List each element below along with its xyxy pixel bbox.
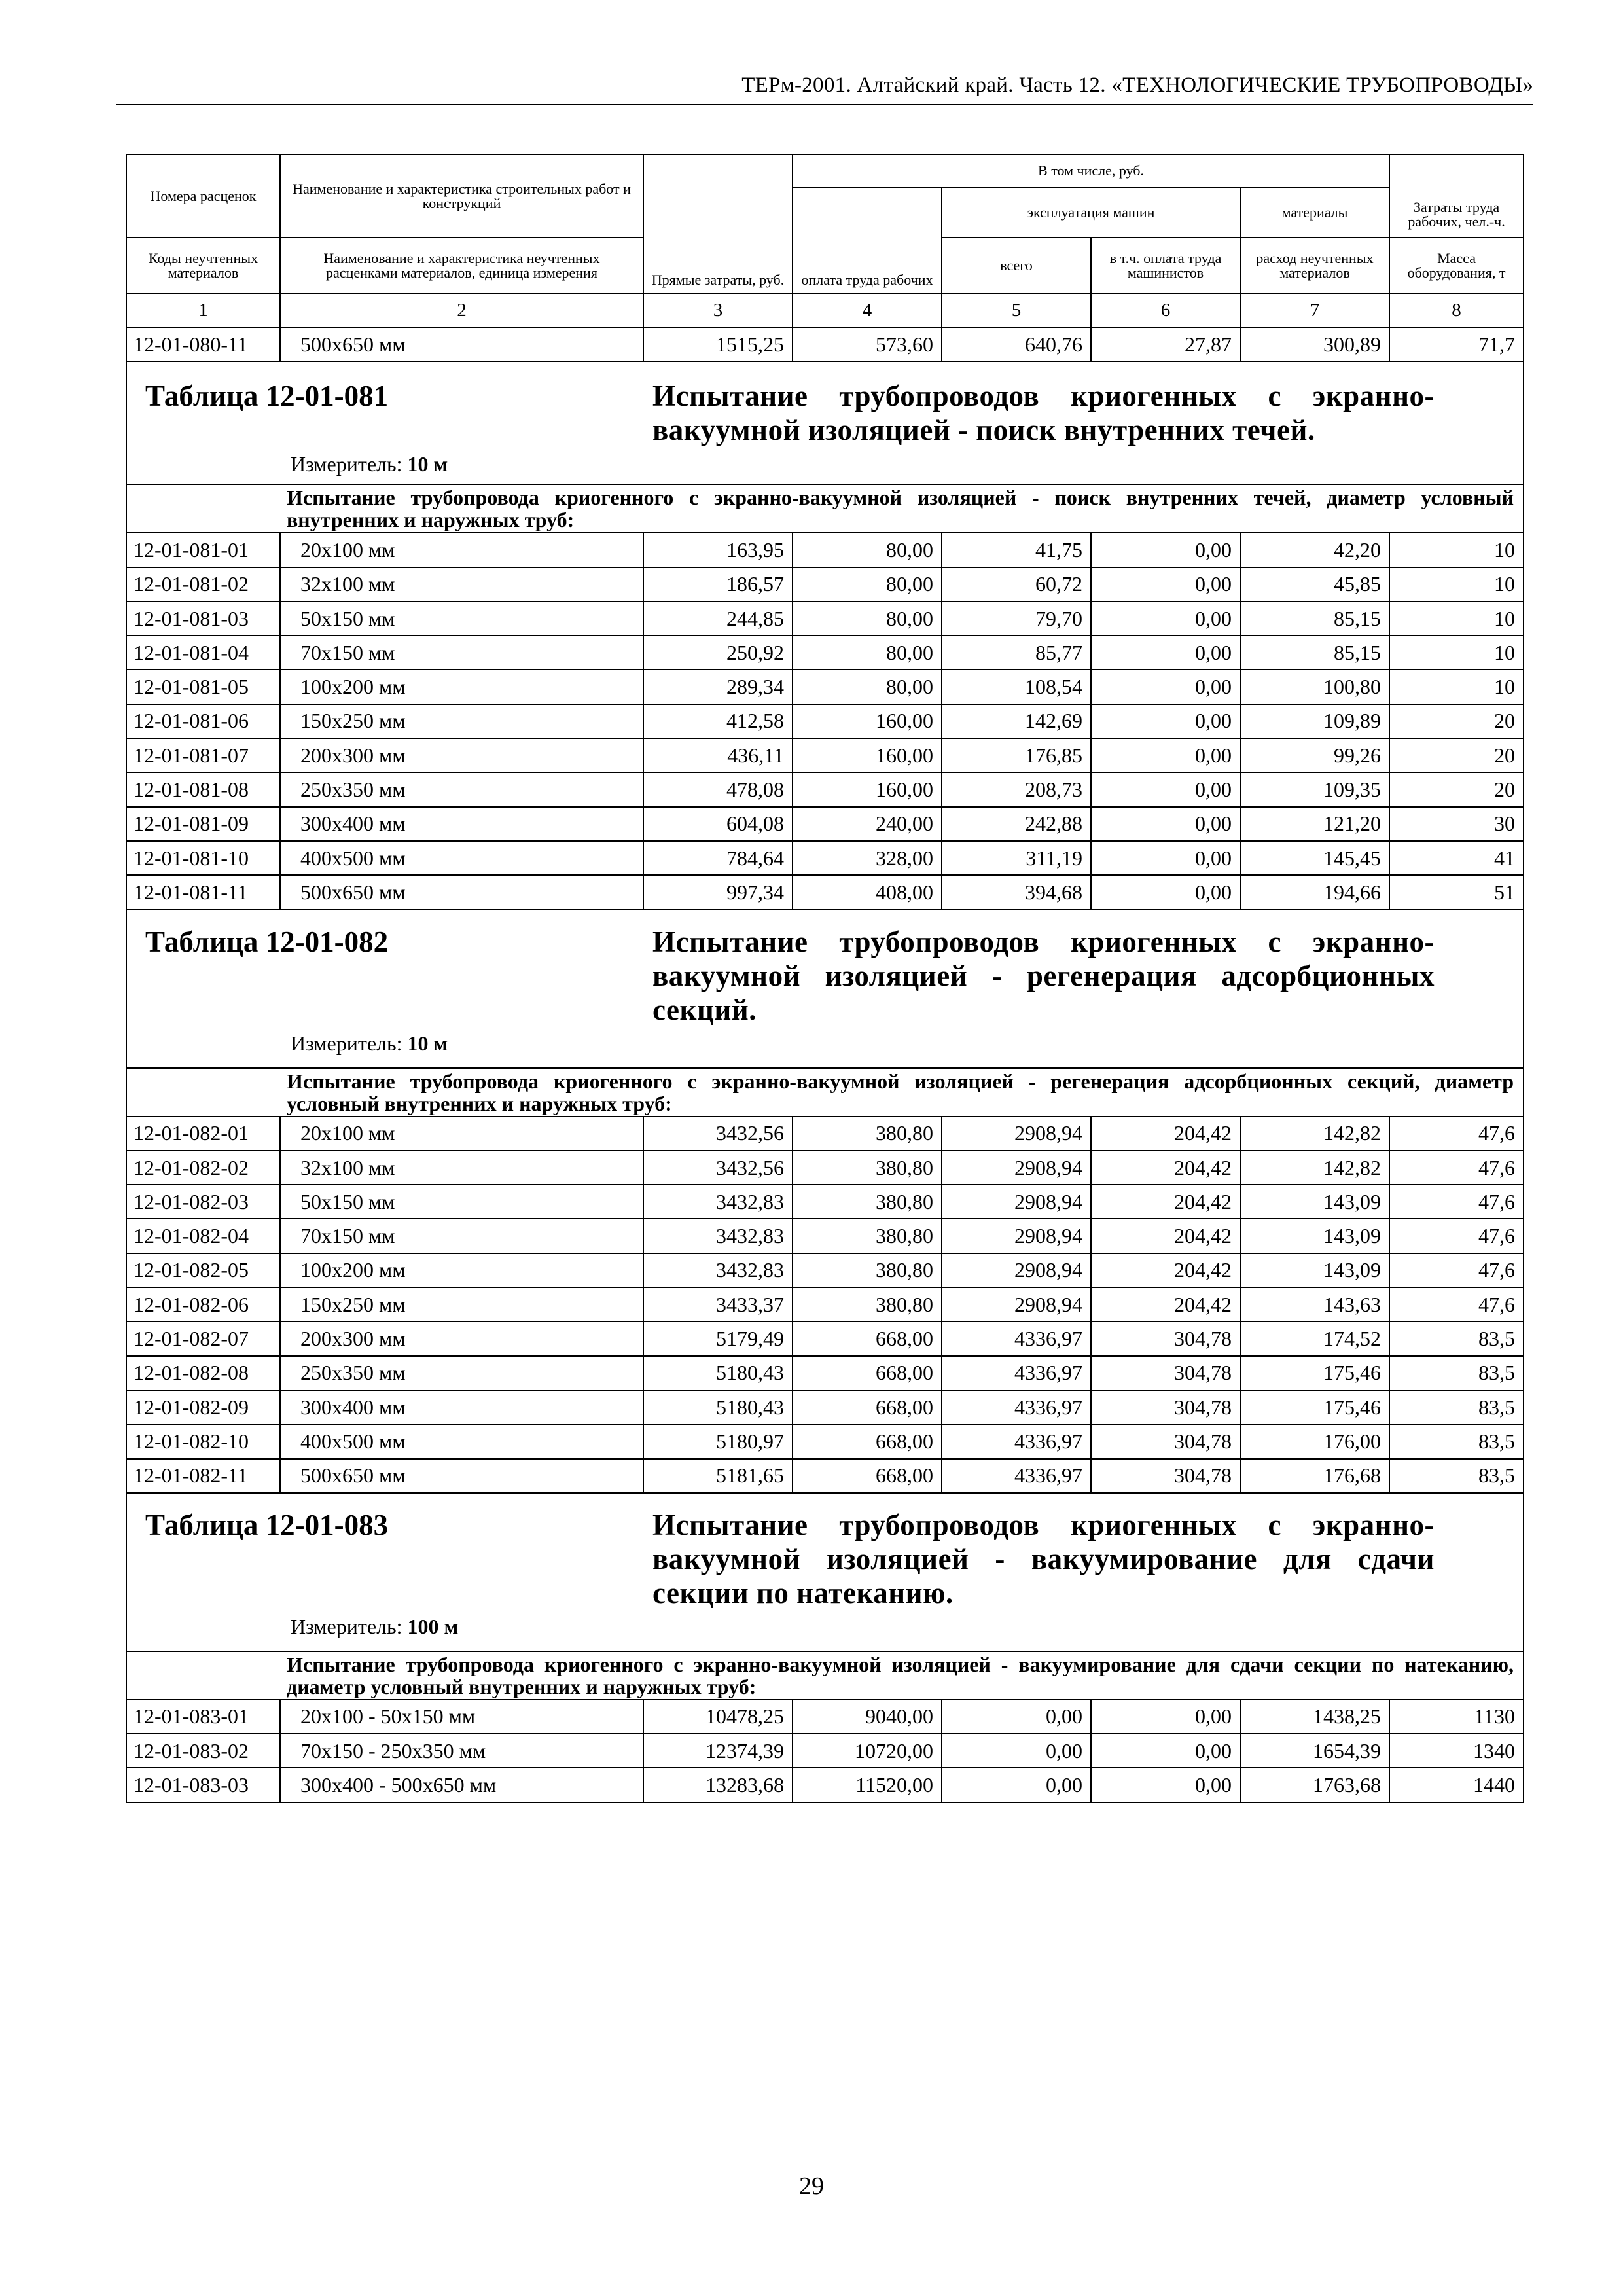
value-cell: 174,52 bbox=[1240, 1321, 1389, 1355]
table-number: Таблица 12-01-081 bbox=[145, 380, 389, 413]
table-row bbox=[126, 1700, 1524, 1734]
table-meter bbox=[291, 1031, 448, 1056]
value-cell: 0,00 bbox=[1091, 567, 1240, 601]
table-row bbox=[126, 1321, 1524, 1355]
value-cell: 3432,56 bbox=[643, 1117, 793, 1151]
value-cell: 244,85 bbox=[643, 601, 793, 636]
value-cell: 204,42 bbox=[1091, 1219, 1240, 1253]
column-number: 1 bbox=[126, 293, 280, 327]
value-cell: 2908,94 bbox=[942, 1219, 1091, 1253]
value-cell: 2908,94 bbox=[942, 1117, 1091, 1151]
rate-code: 12-01-082-09 bbox=[126, 1390, 280, 1424]
table-row bbox=[126, 875, 1524, 909]
value-cell: 83,5 bbox=[1389, 1321, 1524, 1355]
table-row bbox=[126, 772, 1524, 806]
value-cell: 4336,97 bbox=[942, 1390, 1091, 1424]
value-cell: 83,5 bbox=[1389, 1390, 1524, 1424]
value-cell: 1440 bbox=[1389, 1768, 1524, 1802]
value-cell: 47,6 bbox=[1389, 1219, 1524, 1253]
rate-code: 12-01-081-02 bbox=[126, 567, 280, 601]
header-materials-group: материалы bbox=[1240, 187, 1389, 238]
value-cell: 0,00 bbox=[1091, 841, 1240, 875]
value-cell: 142,69 bbox=[942, 704, 1091, 738]
value-cell: 478,08 bbox=[643, 772, 793, 806]
value-cell: 71,7 bbox=[1389, 327, 1524, 361]
table-title-cell bbox=[126, 910, 1524, 1068]
rate-code: 12-01-081-06 bbox=[126, 704, 280, 738]
value-cell: 0,00 bbox=[1091, 1768, 1240, 1802]
value-cell: 289,34 bbox=[643, 670, 793, 704]
value-cell: 143,09 bbox=[1240, 1185, 1389, 1219]
table-row bbox=[126, 1151, 1524, 1185]
value-cell: 11520,00 bbox=[793, 1768, 942, 1802]
item-name: 250х350 мм bbox=[280, 1356, 643, 1390]
value-cell: 3432,83 bbox=[643, 1253, 793, 1287]
value-cell: 41 bbox=[1389, 841, 1524, 875]
value-cell: 30 bbox=[1389, 807, 1524, 841]
value-cell: 80,00 bbox=[793, 670, 942, 704]
header-direct-costs: Прямые затраты, руб. bbox=[643, 154, 793, 293]
header-material-names: Наименование и характеристика неучтенных расценками материалов, единица измерения bbox=[280, 238, 643, 293]
table-row bbox=[126, 704, 1524, 738]
table-row bbox=[126, 1219, 1524, 1253]
value-cell: 0,00 bbox=[1091, 533, 1240, 567]
value-cell: 0,00 bbox=[1091, 704, 1240, 738]
value-cell: 3432,56 bbox=[643, 1151, 793, 1185]
value-cell: 27,87 bbox=[1091, 327, 1240, 361]
running-header: ТЕРм-2001. Алтайский край. Часть 12. «ТЕХНОЛОГИЧЕСКИЕ ТРУБОПРОВОДЫ» bbox=[741, 73, 1533, 97]
value-cell: 143,63 bbox=[1240, 1287, 1389, 1321]
rate-code: 12-01-082-07 bbox=[126, 1321, 280, 1355]
table-description-row bbox=[126, 1651, 1524, 1700]
value-cell: 1438,25 bbox=[1240, 1700, 1389, 1734]
rate-code: 12-01-082-10 bbox=[126, 1424, 280, 1458]
item-name: 20х100 - 50х150 мм bbox=[280, 1700, 643, 1734]
value-cell: 1763,68 bbox=[1240, 1768, 1389, 1802]
value-cell: 1340 bbox=[1389, 1734, 1524, 1768]
value-cell: 5180,97 bbox=[643, 1424, 793, 1458]
meter-value: 10 м bbox=[407, 1031, 448, 1055]
value-cell: 204,42 bbox=[1091, 1185, 1240, 1219]
table-row bbox=[126, 670, 1524, 704]
table-title: Испытание трубопроводов криогенных с экранно-вакуумной изоляцией - регенерация адсорбционных секций. bbox=[652, 925, 1435, 1026]
table-row bbox=[126, 1734, 1524, 1768]
table-description-row bbox=[126, 484, 1524, 533]
item-name: 70х150 мм bbox=[280, 1219, 643, 1253]
meter-label: Измеритель: bbox=[291, 1031, 402, 1055]
value-cell: 20 bbox=[1389, 772, 1524, 806]
value-cell: 0,00 bbox=[1091, 670, 1240, 704]
item-name: 100х200 мм bbox=[280, 670, 643, 704]
table-title-cell bbox=[126, 361, 1524, 484]
value-cell: 300,89 bbox=[1240, 327, 1389, 361]
table-description-row bbox=[126, 1068, 1524, 1117]
meter-label: Измеритель: bbox=[291, 1614, 402, 1638]
value-cell: 204,42 bbox=[1091, 1287, 1240, 1321]
value-cell: 143,09 bbox=[1240, 1253, 1389, 1287]
table-row bbox=[126, 1253, 1524, 1287]
value-cell: 311,19 bbox=[942, 841, 1091, 875]
value-cell: 145,45 bbox=[1240, 841, 1389, 875]
item-name: 150х250 мм bbox=[280, 704, 643, 738]
description-spacer bbox=[126, 1651, 280, 1700]
value-cell: 204,42 bbox=[1091, 1117, 1240, 1151]
value-cell: 194,66 bbox=[1240, 875, 1389, 909]
value-cell: 0,00 bbox=[1091, 772, 1240, 806]
value-cell: 9040,00 bbox=[793, 1700, 942, 1734]
value-cell: 10720,00 bbox=[793, 1734, 942, 1768]
value-cell: 668,00 bbox=[793, 1424, 942, 1458]
rate-code: 12-01-083-02 bbox=[126, 1734, 280, 1768]
value-cell: 380,80 bbox=[793, 1219, 942, 1253]
value-cell: 10 bbox=[1389, 601, 1524, 636]
rate-code: 12-01-082-02 bbox=[126, 1151, 280, 1185]
item-name: 300х400 мм bbox=[280, 1390, 643, 1424]
header-rate-numbers: Номера расценок bbox=[126, 154, 280, 238]
value-cell: 47,6 bbox=[1389, 1151, 1524, 1185]
value-cell: 99,26 bbox=[1240, 738, 1389, 772]
value-cell: 4336,97 bbox=[942, 1459, 1091, 1493]
value-cell: 412,58 bbox=[643, 704, 793, 738]
item-name: 50х150 мм bbox=[280, 601, 643, 636]
value-cell: 160,00 bbox=[793, 704, 942, 738]
value-cell: 85,15 bbox=[1240, 636, 1389, 670]
value-cell: 80,00 bbox=[793, 636, 942, 670]
table-row bbox=[126, 1356, 1524, 1390]
item-name: 500х650 мм bbox=[280, 327, 643, 361]
value-cell: 47,6 bbox=[1389, 1185, 1524, 1219]
value-cell: 784,64 bbox=[643, 841, 793, 875]
value-cell: 380,80 bbox=[793, 1287, 942, 1321]
rate-code: 12-01-081-08 bbox=[126, 772, 280, 806]
value-cell: 47,6 bbox=[1389, 1117, 1524, 1151]
value-cell: 79,70 bbox=[942, 601, 1091, 636]
item-name: 500х650 мм bbox=[280, 875, 643, 909]
column-number: 6 bbox=[1091, 293, 1240, 327]
page-number: 29 bbox=[799, 2172, 824, 2200]
value-cell: 4336,97 bbox=[942, 1321, 1091, 1355]
table-title: Испытание трубопроводов криогенных с экранно-вакуумной изоляцией - поиск внутренних течей. bbox=[652, 380, 1435, 447]
table-description: Испытание трубопровода криогенного с экранно-вакуумной изоляцией - поиск внутренних течей, диаметр условный внутренних и наружных труб: bbox=[280, 484, 1524, 533]
value-cell: 47,6 bbox=[1389, 1253, 1524, 1287]
column-number: 5 bbox=[942, 293, 1091, 327]
rate-code: 12-01-083-01 bbox=[126, 1700, 280, 1734]
column-number: 7 bbox=[1240, 293, 1389, 327]
value-cell: 0,00 bbox=[942, 1700, 1091, 1734]
header-machine-total: всего bbox=[942, 238, 1091, 293]
value-cell: 242,88 bbox=[942, 807, 1091, 841]
table-title-box bbox=[127, 1494, 1523, 1651]
item-name: 200х300 мм bbox=[280, 1321, 643, 1355]
table-row bbox=[126, 1424, 1524, 1458]
rate-code: 12-01-083-03 bbox=[126, 1768, 280, 1802]
value-cell: 160,00 bbox=[793, 738, 942, 772]
value-cell: 0,00 bbox=[1091, 636, 1240, 670]
rate-code: 12-01-082-11 bbox=[126, 1459, 280, 1493]
value-cell: 0,00 bbox=[942, 1734, 1091, 1768]
value-cell: 668,00 bbox=[793, 1321, 942, 1355]
table-description: Испытание трубопровода криогенного с экранно-вакуумной изоляцией - регенерация адсорбционных секций, диаметр условный внутренних и наружных труб: bbox=[280, 1068, 1524, 1117]
item-name: 200х300 мм bbox=[280, 738, 643, 772]
table-title-row bbox=[126, 910, 1524, 1068]
table-row bbox=[126, 636, 1524, 670]
value-cell: 0,00 bbox=[1091, 807, 1240, 841]
value-cell: 408,00 bbox=[793, 875, 942, 909]
table-row bbox=[126, 1390, 1524, 1424]
item-name: 70х150 мм bbox=[280, 636, 643, 670]
value-cell: 175,46 bbox=[1240, 1390, 1389, 1424]
value-cell: 12374,39 bbox=[643, 1734, 793, 1768]
value-cell: 5180,43 bbox=[643, 1356, 793, 1390]
meter-value: 10 м bbox=[407, 452, 448, 476]
item-name: 32х100 мм bbox=[280, 567, 643, 601]
description-spacer bbox=[126, 1068, 280, 1117]
rate-code: 12-01-081-01 bbox=[126, 533, 280, 567]
value-cell: 380,80 bbox=[793, 1185, 942, 1219]
rate-code: 12-01-080-11 bbox=[126, 327, 280, 361]
value-cell: 108,54 bbox=[942, 670, 1091, 704]
header-labor-costs: Затраты труда рабочих, чел.-ч. bbox=[1389, 154, 1524, 238]
value-cell: 45,85 bbox=[1240, 567, 1389, 601]
rate-code: 12-01-082-08 bbox=[126, 1356, 280, 1390]
value-cell: 304,78 bbox=[1091, 1356, 1240, 1390]
value-cell: 2908,94 bbox=[942, 1287, 1091, 1321]
value-cell: 100,80 bbox=[1240, 670, 1389, 704]
value-cell: 109,89 bbox=[1240, 704, 1389, 738]
value-cell: 60,72 bbox=[942, 567, 1091, 601]
value-cell: 143,09 bbox=[1240, 1219, 1389, 1253]
value-cell: 80,00 bbox=[793, 533, 942, 567]
item-name: 300х400 мм bbox=[280, 807, 643, 841]
value-cell: 1654,39 bbox=[1240, 1734, 1389, 1768]
value-cell: 436,11 bbox=[643, 738, 793, 772]
value-cell: 10478,25 bbox=[643, 1700, 793, 1734]
value-cell: 604,08 bbox=[643, 807, 793, 841]
header-worker-pay: оплата труда рабочих bbox=[793, 187, 942, 293]
value-cell: 85,15 bbox=[1240, 601, 1389, 636]
table-number: Таблица 12-01-082 bbox=[145, 925, 389, 958]
table-title-box bbox=[127, 362, 1523, 484]
header-work-name: Наименование и характеристика строительных работ и конструкций bbox=[280, 154, 643, 238]
value-cell: 5180,43 bbox=[643, 1390, 793, 1424]
value-cell: 304,78 bbox=[1091, 1459, 1240, 1493]
item-name: 400х500 мм bbox=[280, 1424, 643, 1458]
value-cell: 394,68 bbox=[942, 875, 1091, 909]
table-number: Таблица 12-01-083 bbox=[145, 1508, 389, 1541]
rate-code: 12-01-081-09 bbox=[126, 807, 280, 841]
table-title-row bbox=[126, 361, 1524, 484]
value-cell: 186,57 bbox=[643, 567, 793, 601]
column-number: 3 bbox=[643, 293, 793, 327]
value-cell: 3432,83 bbox=[643, 1219, 793, 1253]
value-cell: 0,00 bbox=[1091, 601, 1240, 636]
table-row bbox=[126, 1768, 1524, 1802]
value-cell: 10 bbox=[1389, 670, 1524, 704]
value-cell: 0,00 bbox=[1091, 875, 1240, 909]
table-title-row bbox=[126, 1493, 1524, 1651]
value-cell: 160,00 bbox=[793, 772, 942, 806]
table-row bbox=[126, 1287, 1524, 1321]
value-cell: 80,00 bbox=[793, 567, 942, 601]
value-cell: 380,80 bbox=[793, 1151, 942, 1185]
value-cell: 328,00 bbox=[793, 841, 942, 875]
table-meter bbox=[291, 452, 448, 476]
rate-code: 12-01-081-05 bbox=[126, 670, 280, 704]
table-title: Испытание трубопроводов криогенных с экранно-вакуумной изоляцией - вакуумирование для сдачи секции по натеканию. bbox=[652, 1508, 1435, 1609]
value-cell: 997,34 bbox=[643, 875, 793, 909]
item-name: 70х150 - 250х350 мм bbox=[280, 1734, 643, 1768]
value-cell: 85,77 bbox=[942, 636, 1091, 670]
meter-label: Измеритель: bbox=[291, 452, 402, 476]
header-equipment-mass: Масса оборудования, т bbox=[1389, 238, 1524, 293]
value-cell: 163,95 bbox=[643, 533, 793, 567]
description-spacer bbox=[126, 484, 280, 533]
value-cell: 3433,37 bbox=[643, 1287, 793, 1321]
value-cell: 142,82 bbox=[1240, 1151, 1389, 1185]
value-cell: 47,6 bbox=[1389, 1287, 1524, 1321]
value-cell: 304,78 bbox=[1091, 1390, 1240, 1424]
header-machine-group: эксплуатация машин bbox=[942, 187, 1240, 238]
rate-code: 12-01-082-01 bbox=[126, 1117, 280, 1151]
value-cell: 0,00 bbox=[1091, 1734, 1240, 1768]
table-title-box bbox=[127, 910, 1523, 1067]
column-number: 2 bbox=[280, 293, 643, 327]
value-cell: 176,68 bbox=[1240, 1459, 1389, 1493]
header-including-group: В том числе, руб. bbox=[793, 154, 1389, 187]
rates-table bbox=[126, 154, 1524, 1803]
table-row bbox=[126, 327, 1524, 361]
item-name: 32х100 мм bbox=[280, 1151, 643, 1185]
value-cell: 204,42 bbox=[1091, 1253, 1240, 1287]
value-cell: 176,85 bbox=[942, 738, 1091, 772]
value-cell: 3432,83 bbox=[643, 1185, 793, 1219]
item-name: 500х650 мм bbox=[280, 1459, 643, 1493]
item-name: 50х150 мм bbox=[280, 1185, 643, 1219]
table-row bbox=[126, 1117, 1524, 1151]
value-cell: 668,00 bbox=[793, 1459, 942, 1493]
value-cell: 380,80 bbox=[793, 1253, 942, 1287]
value-cell: 304,78 bbox=[1091, 1321, 1240, 1355]
table-row bbox=[126, 567, 1524, 601]
value-cell: 176,00 bbox=[1240, 1424, 1389, 1458]
value-cell: 80,00 bbox=[793, 601, 942, 636]
rate-code: 12-01-081-04 bbox=[126, 636, 280, 670]
value-cell: 0,00 bbox=[1091, 738, 1240, 772]
item-name: 400х500 мм bbox=[280, 841, 643, 875]
value-cell: 4336,97 bbox=[942, 1356, 1091, 1390]
item-name: 100х200 мм bbox=[280, 1253, 643, 1287]
value-cell: 1515,25 bbox=[643, 327, 793, 361]
item-name: 300х400 - 500х650 мм bbox=[280, 1768, 643, 1802]
header-material-consumption: расход неучтенных материалов bbox=[1240, 238, 1389, 293]
rate-code: 12-01-081-03 bbox=[126, 601, 280, 636]
item-name: 20х100 мм bbox=[280, 533, 643, 567]
value-cell: 380,80 bbox=[793, 1117, 942, 1151]
value-cell: 304,78 bbox=[1091, 1424, 1240, 1458]
value-cell: 83,5 bbox=[1389, 1356, 1524, 1390]
item-name: 20х100 мм bbox=[280, 1117, 643, 1151]
rate-code: 12-01-082-03 bbox=[126, 1185, 280, 1219]
item-name: 150х250 мм bbox=[280, 1287, 643, 1321]
rate-code: 12-01-081-10 bbox=[126, 841, 280, 875]
rate-code: 12-01-081-07 bbox=[126, 738, 280, 772]
meter-value: 100 м bbox=[407, 1614, 459, 1638]
value-cell: 0,00 bbox=[1091, 1700, 1240, 1734]
value-cell: 10 bbox=[1389, 533, 1524, 567]
rate-code: 12-01-082-05 bbox=[126, 1253, 280, 1287]
value-cell: 121,20 bbox=[1240, 807, 1389, 841]
header-rule bbox=[116, 104, 1533, 105]
value-cell: 204,42 bbox=[1091, 1151, 1240, 1185]
value-cell: 109,35 bbox=[1240, 772, 1389, 806]
item-name: 250х350 мм bbox=[280, 772, 643, 806]
value-cell: 240,00 bbox=[793, 807, 942, 841]
value-cell: 175,46 bbox=[1240, 1356, 1389, 1390]
value-cell: 2908,94 bbox=[942, 1151, 1091, 1185]
value-cell: 20 bbox=[1389, 704, 1524, 738]
value-cell: 0,00 bbox=[942, 1768, 1091, 1802]
header-machinist-pay: в т.ч. оплата труда машинистов bbox=[1091, 238, 1240, 293]
table-meter bbox=[291, 1615, 458, 1639]
value-cell: 640,76 bbox=[942, 327, 1091, 361]
value-cell: 83,5 bbox=[1389, 1459, 1524, 1493]
value-cell: 2908,94 bbox=[942, 1253, 1091, 1287]
table-description: Испытание трубопровода криогенного с экранно-вакуумной изоляцией - вакуумирование для сдачи секции по натеканию, диаметр условный внутренних и наружных труб: bbox=[280, 1651, 1524, 1700]
value-cell: 42,20 bbox=[1240, 533, 1389, 567]
value-cell: 208,73 bbox=[942, 772, 1091, 806]
value-cell: 5179,49 bbox=[643, 1321, 793, 1355]
value-cell: 20 bbox=[1389, 738, 1524, 772]
value-cell: 41,75 bbox=[942, 533, 1091, 567]
table-row bbox=[126, 738, 1524, 772]
header-material-codes: Коды неучтенных материалов bbox=[126, 238, 280, 293]
value-cell: 573,60 bbox=[793, 327, 942, 361]
table-row bbox=[126, 1459, 1524, 1493]
value-cell: 668,00 bbox=[793, 1356, 942, 1390]
table-row bbox=[126, 601, 1524, 636]
value-cell: 5181,65 bbox=[643, 1459, 793, 1493]
value-cell: 4336,97 bbox=[942, 1424, 1091, 1458]
rate-code: 12-01-082-06 bbox=[126, 1287, 280, 1321]
value-cell: 250,92 bbox=[643, 636, 793, 670]
table-row bbox=[126, 533, 1524, 567]
value-cell: 668,00 bbox=[793, 1390, 942, 1424]
table-title-cell bbox=[126, 1493, 1524, 1651]
value-cell: 10 bbox=[1389, 567, 1524, 601]
value-cell: 142,82 bbox=[1240, 1117, 1389, 1151]
value-cell: 1130 bbox=[1389, 1700, 1524, 1734]
value-cell: 2908,94 bbox=[942, 1185, 1091, 1219]
column-number: 8 bbox=[1389, 293, 1524, 327]
column-number: 4 bbox=[793, 293, 942, 327]
rate-code: 12-01-082-04 bbox=[126, 1219, 280, 1253]
table-row bbox=[126, 841, 1524, 875]
value-cell: 83,5 bbox=[1389, 1424, 1524, 1458]
value-cell: 10 bbox=[1389, 636, 1524, 670]
table-row bbox=[126, 807, 1524, 841]
table-row bbox=[126, 1185, 1524, 1219]
value-cell: 51 bbox=[1389, 875, 1524, 909]
rate-code: 12-01-081-11 bbox=[126, 875, 280, 909]
value-cell: 13283,68 bbox=[643, 1768, 793, 1802]
